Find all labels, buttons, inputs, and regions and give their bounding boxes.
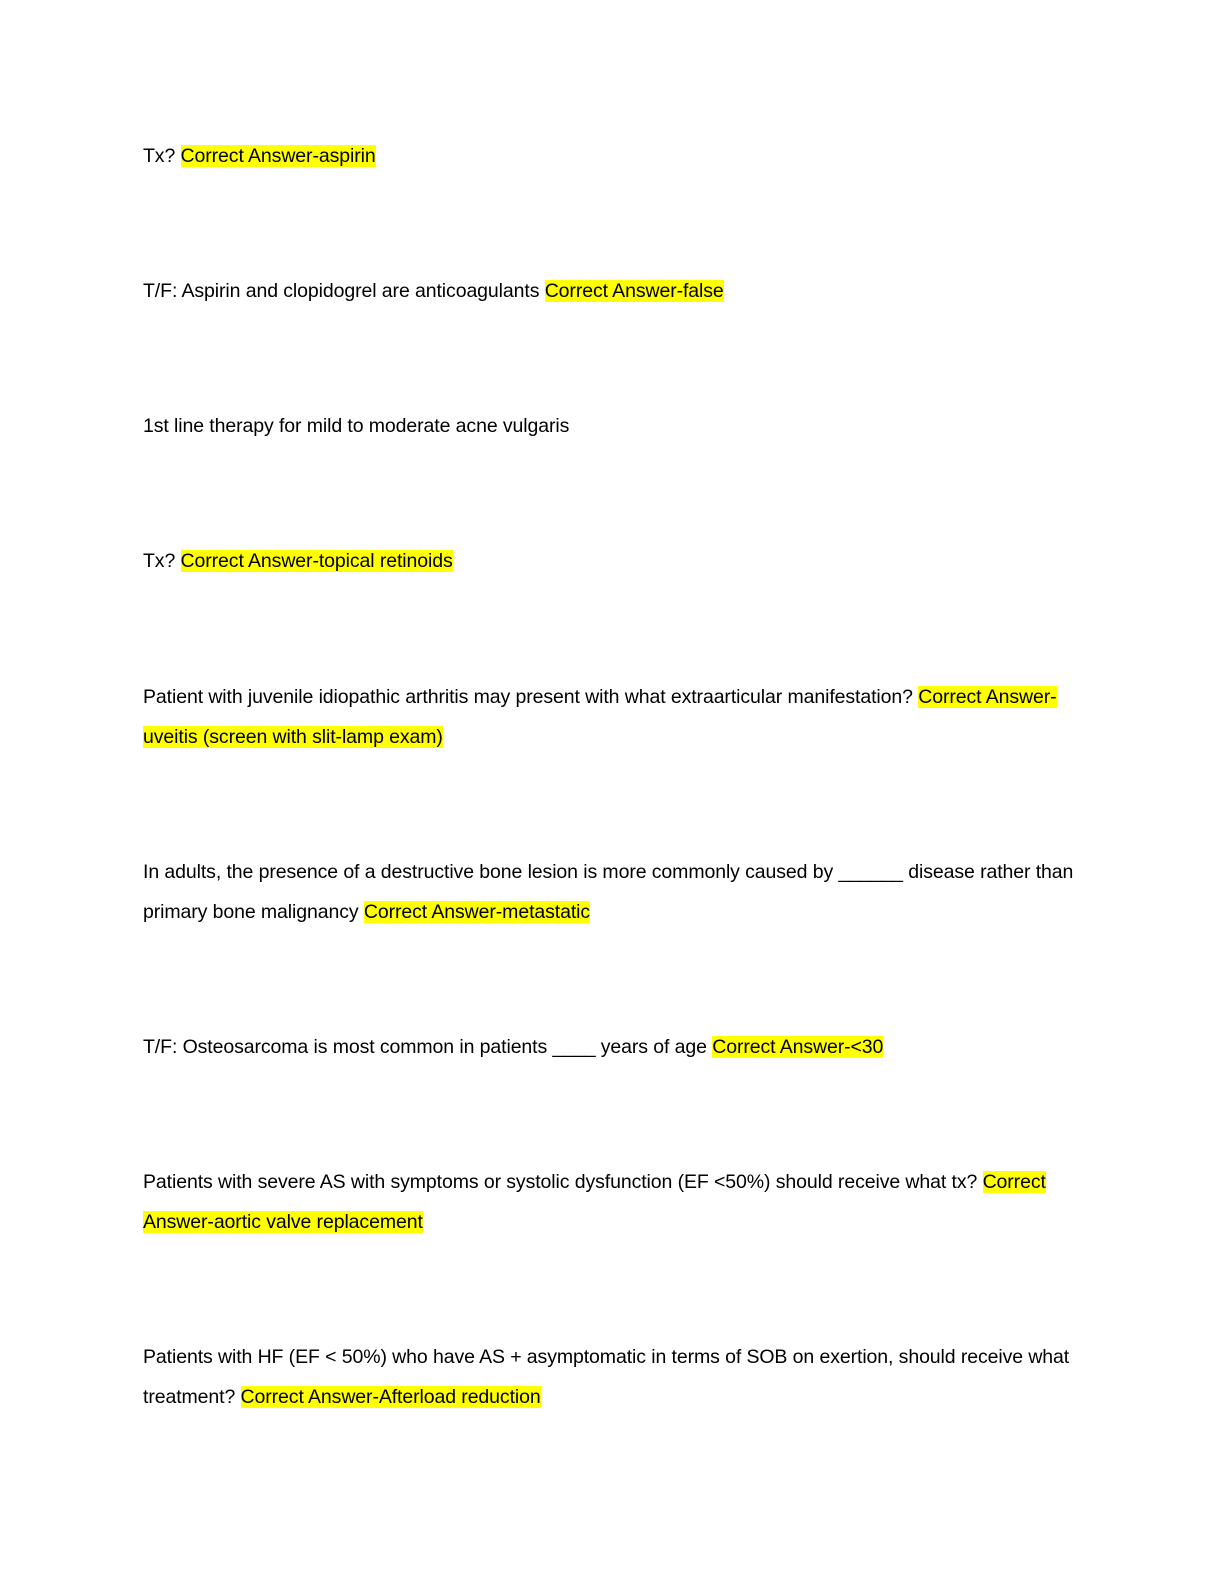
qa-entry: [143, 677, 1083, 757]
answer-highlight: Correct Answer-Afterload reduction: [240, 1386, 541, 1408]
answer-highlight: Correct Answer-aspirin: [180, 145, 376, 167]
qa-entry: [143, 1162, 1083, 1242]
answer-highlight: Correct Answer-false: [544, 280, 724, 302]
qa-entry: [143, 541, 1083, 581]
answer-highlight: Correct Answer-<30: [712, 1036, 884, 1058]
qa-entry: [143, 852, 1083, 932]
qa-entry: [143, 1027, 1083, 1067]
question-text: Patients with severe AS with symptoms or systolic dysfunction (EF <50%) should receive what tx?: [143, 1171, 978, 1193]
qa-entry: [143, 1337, 1083, 1417]
answer-highlight: Correct Answer-aortic valve replacement: [143, 1171, 1046, 1233]
answer-highlight: Correct Answer-uveitis (screen with slit-lamp exam): [143, 686, 1057, 748]
qa-entry: [143, 406, 1083, 446]
question-text: 1st line therapy for mild to moderate acne vulgaris: [143, 415, 570, 437]
question-text: In adults, the presence of a destructive bone lesion is more commonly caused by ______ disease rather than primary bone malignancy: [143, 861, 1074, 923]
qa-entry: [143, 136, 1083, 176]
question-text: Patients with HF (EF < 50%) who have AS + asymptomatic in terms of SOB on exertion, should receive what treatment?: [143, 1346, 1070, 1408]
question-text: Tx?: [143, 550, 176, 572]
question-text: Patient with juvenile idiopathic arthritis may present with what extraarticular manifestation?: [143, 686, 913, 708]
question-text: Tx?: [143, 145, 176, 167]
answer-highlight: Correct Answer-metastatic: [363, 901, 591, 923]
question-text: T/F: Aspirin and clopidogrel are anticoagulants: [143, 280, 540, 302]
answer-highlight: Correct Answer-topical retinoids: [180, 550, 453, 572]
question-text: T/F: Osteosarcoma is most common in patients ____ years of age: [143, 1036, 707, 1058]
qa-entry: [143, 271, 1083, 311]
